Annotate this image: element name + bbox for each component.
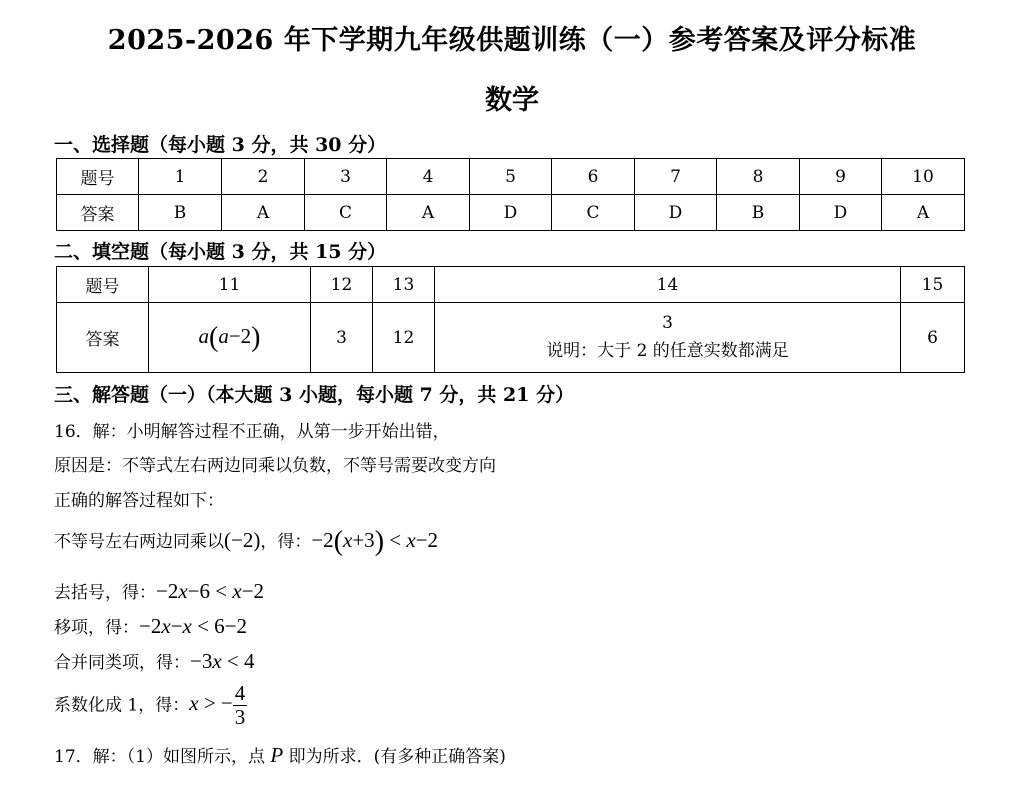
answer-11-math: a(a−2) bbox=[149, 303, 311, 373]
question-number: 11 bbox=[149, 267, 311, 303]
table-row bbox=[57, 195, 965, 231]
fill-blank-answer-table bbox=[56, 266, 965, 373]
question-number: 7 bbox=[635, 159, 717, 195]
answer-cell: D bbox=[800, 195, 882, 231]
answer-cell: B bbox=[139, 195, 222, 231]
question-number: 5 bbox=[470, 159, 552, 195]
answer-14-cell bbox=[435, 303, 901, 373]
answer-cell: D bbox=[635, 195, 717, 231]
table-row bbox=[57, 267, 965, 303]
answer-cell: 6 bbox=[901, 303, 965, 373]
row-label-answer: 答案 bbox=[57, 195, 139, 231]
question-number: 13 bbox=[373, 267, 435, 303]
section3-heading: 三、解答题（一）（本大题 3 小题，每小题 7 分，共 21 分） bbox=[54, 384, 575, 406]
row-label-answer: 答案 bbox=[57, 303, 149, 373]
answer-14-note: 说明：大于 2 的任意实数都满足 bbox=[546, 340, 789, 361]
question-number: 4 bbox=[387, 159, 470, 195]
answer-cell: A bbox=[387, 195, 470, 231]
q16-line3: 正确的解答过程如下： bbox=[54, 491, 224, 511]
question-number: 10 bbox=[882, 159, 965, 195]
question-number: 8 bbox=[717, 159, 800, 195]
answer-cell: 3 bbox=[311, 303, 373, 373]
row-label-question: 题号 bbox=[57, 267, 149, 303]
answer-cell: B bbox=[717, 195, 800, 231]
q16-step4: 合并同类项，得：−3x < 4 bbox=[54, 649, 255, 673]
q16-line2: 原因是：不等式左右两边同乘以负数，不等号需要改变方向 bbox=[54, 456, 496, 476]
choice-answer-table bbox=[56, 158, 965, 231]
section2-heading: 二、填空题（每小题 3 分，共 15 分） bbox=[54, 241, 387, 263]
q17-line1: 17．解：（1）如图所示，点 P 即为所求．(有多种正确答案) bbox=[54, 743, 506, 767]
q16-step3: 移项，得：−2x−x < 6−2 bbox=[54, 614, 248, 638]
section1-heading: 一、选择题（每小题 3 分，共 30 分） bbox=[54, 134, 387, 156]
subject-title: 数学 bbox=[485, 85, 539, 116]
answer-cell: D bbox=[470, 195, 552, 231]
answer-cell: 12 bbox=[373, 303, 435, 373]
question-number: 14 bbox=[435, 267, 901, 303]
q16-step1: 不等号左右两边同乘以(−2)，得：−2(x+3) < x−2 bbox=[54, 526, 439, 557]
answer-cell: A bbox=[222, 195, 305, 231]
answer-cell: C bbox=[552, 195, 635, 231]
table-row bbox=[57, 159, 965, 195]
answer-14-value: 3 bbox=[662, 313, 673, 334]
question-number: 6 bbox=[552, 159, 635, 195]
row-label-question: 题号 bbox=[57, 159, 139, 195]
question-number: 9 bbox=[800, 159, 882, 195]
answer-cell: C bbox=[305, 195, 387, 231]
question-number: 15 bbox=[901, 267, 965, 303]
question-number: 3 bbox=[305, 159, 387, 195]
question-number: 12 bbox=[311, 267, 373, 303]
fraction: $\frac{4}{3}$ bbox=[234, 681, 246, 730]
q16-step5: 系数化成 1，得：x > − $\frac{4}{3}$ bbox=[54, 681, 246, 730]
answer-cell: A bbox=[882, 195, 965, 231]
document-title: 2025-2026 年下学期九年级供题训练（一）参考答案及评分标准 bbox=[107, 25, 917, 56]
table-row bbox=[57, 303, 965, 373]
q16-step2: 去括号，得：−2x−6 < x−2 bbox=[54, 579, 265, 603]
question-number: 1 bbox=[139, 159, 222, 195]
question-number: 2 bbox=[222, 159, 305, 195]
q16-line1: 16．解：小明解答过程不正确，从第一步开始出错， bbox=[54, 422, 450, 442]
